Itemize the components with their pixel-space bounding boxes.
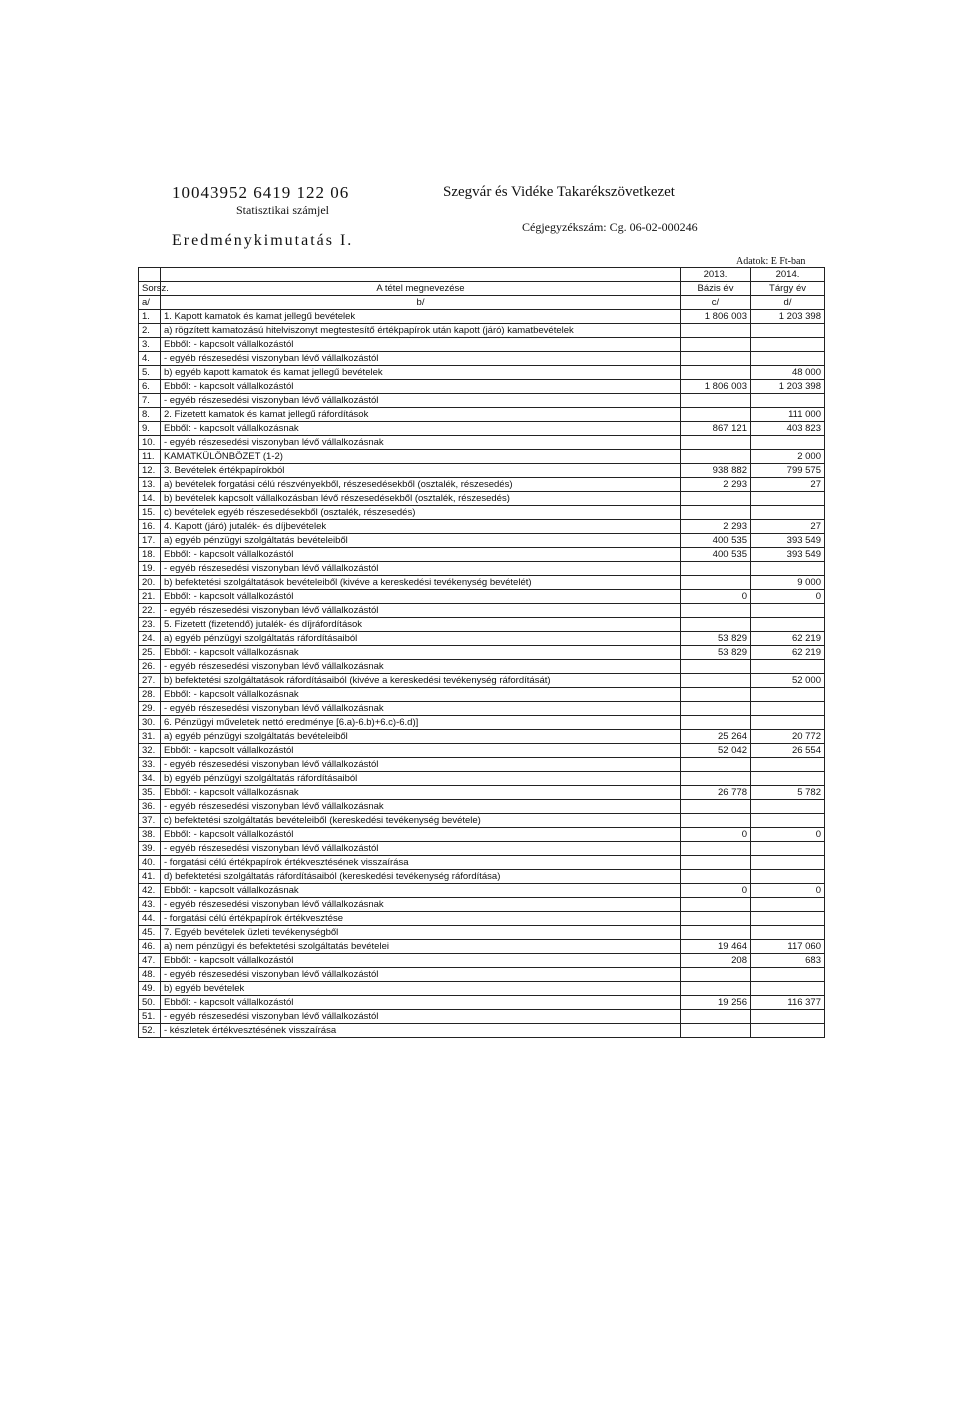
base-year-value: 400 535 xyxy=(681,548,751,562)
table-row xyxy=(139,422,825,436)
row-number: 5. xyxy=(139,366,161,380)
row-number: 35. xyxy=(139,786,161,800)
table-row xyxy=(139,800,825,814)
current-year-value xyxy=(751,1010,825,1024)
row-label: Ebből: - kapcsolt vállalkozástól xyxy=(161,954,681,968)
row-label: 5. Fizetett (fizetendő) jutalék- és díjráfordítások xyxy=(161,618,681,632)
row-number: 40. xyxy=(139,856,161,870)
row-label: Ebből: - kapcsolt vállalkozástól xyxy=(161,744,681,758)
table-row xyxy=(139,352,825,366)
row-label: Ebből: - kapcsolt vállalkozásnak xyxy=(161,786,681,800)
row-label: Ebből: - kapcsolt vállalkozásnak xyxy=(161,884,681,898)
base-year-label: Bázis év xyxy=(681,282,751,296)
sorsz-header: Sorsz. xyxy=(139,282,161,296)
current-year-value: 1 203 398 xyxy=(751,310,825,324)
table-row xyxy=(139,744,825,758)
row-label: - egyéb részesedési viszonyban lévő vállalkozástól xyxy=(161,842,681,856)
row-label: b) egyéb pénzügyi szolgáltatás ráfordításaiból xyxy=(161,772,681,786)
table-row xyxy=(139,408,825,422)
row-label: a) nem pénzügyi és befektetési szolgáltatás bevételei xyxy=(161,940,681,954)
row-number: 14. xyxy=(139,492,161,506)
row-number: 15. xyxy=(139,506,161,520)
row-number: 33. xyxy=(139,758,161,772)
row-label: c) befektetési szolgáltatás bevételeiből (kereskedési tevékenység bevétele) xyxy=(161,814,681,828)
table-row xyxy=(139,730,825,744)
row-number: 43. xyxy=(139,898,161,912)
base-year-value xyxy=(681,814,751,828)
table-row xyxy=(139,940,825,954)
current-year-value xyxy=(751,352,825,366)
base-year-value xyxy=(681,1024,751,1038)
current-year-value: 2 000 xyxy=(751,450,825,464)
row-label: a) rögzített kamatozású hitelviszonyt megtestesítő értékpapírok után kapott (járó) kamatbevételek xyxy=(161,324,681,338)
row-number: 1. xyxy=(139,310,161,324)
base-year-value xyxy=(681,758,751,772)
table-row xyxy=(139,506,825,520)
current-year-value: 27 xyxy=(751,520,825,534)
current-year-value xyxy=(751,324,825,338)
row-number: 6. xyxy=(139,380,161,394)
base-year-value xyxy=(681,870,751,884)
row-number: 23. xyxy=(139,618,161,632)
table-row xyxy=(139,464,825,478)
row-number: 28. xyxy=(139,688,161,702)
table-row xyxy=(139,912,825,926)
table-row xyxy=(139,702,825,716)
base-year-value xyxy=(681,394,751,408)
base-year-value xyxy=(681,506,751,520)
row-number: 7. xyxy=(139,394,161,408)
row-number: 36. xyxy=(139,800,161,814)
table-row xyxy=(139,814,825,828)
row-number: 38. xyxy=(139,828,161,842)
table-row xyxy=(139,548,825,562)
row-number: 16. xyxy=(139,520,161,534)
row-label: - egyéb részesedési viszonyban lévő vállalkozástól xyxy=(161,968,681,982)
current-year-value xyxy=(751,982,825,996)
table-row xyxy=(139,492,825,506)
statistical-code: 10043952 6419 122 06 xyxy=(172,183,350,202)
table-row xyxy=(139,828,825,842)
row-label: - egyéb részesedési viszonyban lévő vállalkozástól xyxy=(161,604,681,618)
table-row xyxy=(139,982,825,996)
table-row xyxy=(139,646,825,660)
current-year-value: 1 203 398 xyxy=(751,380,825,394)
row-number: 20. xyxy=(139,576,161,590)
table-row xyxy=(139,1010,825,1024)
row-label: - egyéb részesedési viszonyban lévő vállalkozásnak xyxy=(161,702,681,716)
table-row xyxy=(139,716,825,730)
base-year-value: 52 042 xyxy=(681,744,751,758)
base-year-value xyxy=(681,898,751,912)
base-year-value xyxy=(681,688,751,702)
row-label: Ebből: - kapcsolt vállalkozástól xyxy=(161,380,681,394)
table-row xyxy=(139,576,825,590)
row-label: - egyéb részesedési viszonyban lévő vállalkozásnak xyxy=(161,800,681,814)
base-year-value xyxy=(681,702,751,716)
row-label: - egyéb részesedési viszonyban lévő vállalkozástól xyxy=(161,394,681,408)
row-number: 47. xyxy=(139,954,161,968)
base-year-value: 25 264 xyxy=(681,730,751,744)
base-year-value xyxy=(681,324,751,338)
current-year-label: Tárgy év xyxy=(751,282,825,296)
current-year-value xyxy=(751,492,825,506)
current-year-value xyxy=(751,814,825,828)
table-row xyxy=(139,520,825,534)
header-row-years xyxy=(139,268,825,282)
base-year-value: 2 293 xyxy=(681,478,751,492)
current-year-value xyxy=(751,716,825,730)
base-year-value xyxy=(681,338,751,352)
base-year-value: 400 535 xyxy=(681,534,751,548)
base-year-value: 208 xyxy=(681,954,751,968)
table-row xyxy=(139,562,825,576)
base-year-value xyxy=(681,772,751,786)
base-year-value xyxy=(681,912,751,926)
row-label: 7. Egyéb bevételek üzleti tevékenységből xyxy=(161,926,681,940)
row-number: 3. xyxy=(139,338,161,352)
row-number: 26. xyxy=(139,660,161,674)
base-year-value xyxy=(681,856,751,870)
base-year-value xyxy=(681,618,751,632)
base-year-value: 26 778 xyxy=(681,786,751,800)
base-year-value xyxy=(681,660,751,674)
row-label: c) bevételek egyéb részesedésekből (osztalék, részesedés) xyxy=(161,506,681,520)
row-number: 9. xyxy=(139,422,161,436)
current-year-value xyxy=(751,772,825,786)
empty-cell xyxy=(139,268,161,282)
row-number: 10. xyxy=(139,436,161,450)
table-row xyxy=(139,968,825,982)
current-year-value xyxy=(751,506,825,520)
base-year-value xyxy=(681,716,751,730)
base-year-value: 53 829 xyxy=(681,646,751,660)
company-name: Szegvár és Vidéke Takarékszövetkezet xyxy=(443,184,675,200)
current-year-value: 403 823 xyxy=(751,422,825,436)
base-year-value xyxy=(681,366,751,380)
row-number: 11. xyxy=(139,450,161,464)
current-year-value xyxy=(751,562,825,576)
row-number: 52. xyxy=(139,1024,161,1038)
row-number: 42. xyxy=(139,884,161,898)
current-year-value xyxy=(751,702,825,716)
row-number: 13. xyxy=(139,478,161,492)
row-number: 45. xyxy=(139,926,161,940)
row-label: Ebből: - kapcsolt vállalkozástól xyxy=(161,828,681,842)
row-label: Ebből: - kapcsolt vállalkozástól xyxy=(161,590,681,604)
row-label: Ebből: - kapcsolt vállalkozástól xyxy=(161,548,681,562)
income-statement-table xyxy=(138,267,825,1038)
table-row xyxy=(139,478,825,492)
table-row xyxy=(139,954,825,968)
header-row-letters xyxy=(139,296,825,310)
base-year-value xyxy=(681,982,751,996)
row-number: 46. xyxy=(139,940,161,954)
current-year-header: 2014. xyxy=(751,268,825,282)
table-row xyxy=(139,338,825,352)
base-year-value: 938 882 xyxy=(681,464,751,478)
table-row xyxy=(139,786,825,800)
table-row xyxy=(139,688,825,702)
table-row xyxy=(139,898,825,912)
current-year-value: 393 549 xyxy=(751,534,825,548)
current-year-value xyxy=(751,604,825,618)
row-label: b) egyéb kapott kamatok és kamat jellegű bevételek xyxy=(161,366,681,380)
units-note: Adatok: E Ft-ban xyxy=(736,256,806,267)
table-row xyxy=(139,534,825,548)
base-year-value xyxy=(681,492,751,506)
row-number: 25. xyxy=(139,646,161,660)
table-row xyxy=(139,842,825,856)
current-year-value xyxy=(751,842,825,856)
row-number: 2. xyxy=(139,324,161,338)
base-year-value xyxy=(681,800,751,814)
row-label: Ebből: - kapcsolt vállalkozástól xyxy=(161,996,681,1010)
table-row xyxy=(139,674,825,688)
row-label: - készletek értékvesztésének visszaírása xyxy=(161,1024,681,1038)
row-label: b) befektetési szolgáltatások ráfordításaiból (kivéve a kereskedési tevékenység ráfordítását) xyxy=(161,674,681,688)
current-year-value xyxy=(751,926,825,940)
row-label: a) egyéb pénzügyi szolgáltatás bevételeiből xyxy=(161,534,681,548)
base-year-value: 19 464 xyxy=(681,940,751,954)
table-row xyxy=(139,758,825,772)
base-year-value xyxy=(681,436,751,450)
table-row xyxy=(139,870,825,884)
current-year-value: 5 782 xyxy=(751,786,825,800)
table-row xyxy=(139,926,825,940)
table-row xyxy=(139,450,825,464)
row-label: - egyéb részesedési viszonyban lévő vállalkozástól xyxy=(161,1010,681,1024)
current-year-value xyxy=(751,436,825,450)
current-year-value: 62 219 xyxy=(751,646,825,660)
base-year-value xyxy=(681,842,751,856)
row-number: 39. xyxy=(139,842,161,856)
table-row xyxy=(139,632,825,646)
current-year-value: 27 xyxy=(751,478,825,492)
row-label: - egyéb részesedési viszonyban lévő vállalkozásnak xyxy=(161,660,681,674)
row-number: 21. xyxy=(139,590,161,604)
current-year-value: 52 000 xyxy=(751,674,825,688)
table-row xyxy=(139,590,825,604)
row-number: 48. xyxy=(139,968,161,982)
row-number: 29. xyxy=(139,702,161,716)
row-label: Ebből: - kapcsolt vállalkozásnak xyxy=(161,688,681,702)
table-row xyxy=(139,772,825,786)
base-year-value: 53 829 xyxy=(681,632,751,646)
row-number: 44. xyxy=(139,912,161,926)
row-label: b) egyéb bevételek xyxy=(161,982,681,996)
base-year-value xyxy=(681,562,751,576)
row-label: Ebből: - kapcsolt vállalkozásnak xyxy=(161,422,681,436)
row-label: - egyéb részesedési viszonyban lévő vállalkozástól xyxy=(161,758,681,772)
row-label: 3. Bevételek értékpapírokból xyxy=(161,464,681,478)
row-label: 4. Kapott (járó) jutalék- és díjbevételek xyxy=(161,520,681,534)
current-year-value xyxy=(751,394,825,408)
current-year-value xyxy=(751,618,825,632)
table-row xyxy=(139,324,825,338)
table-row xyxy=(139,1024,825,1038)
table-row xyxy=(139,884,825,898)
current-year-value xyxy=(751,856,825,870)
current-year-value: 0 xyxy=(751,828,825,842)
current-year-value: 393 549 xyxy=(751,548,825,562)
row-label: - egyéb részesedési viszonyban lévő vállalkozásnak xyxy=(161,898,681,912)
row-label: - egyéb részesedési viszonyban lévő vállalkozástól xyxy=(161,562,681,576)
row-number: 27. xyxy=(139,674,161,688)
registration-number: Cégjegyzékszám: Cg. 06-02-000246 xyxy=(522,220,698,234)
current-year-value: 683 xyxy=(751,954,825,968)
current-year-value: 116 377 xyxy=(751,996,825,1010)
col-c-label: c/ xyxy=(681,296,751,310)
table-row xyxy=(139,366,825,380)
base-year-value: 0 xyxy=(681,884,751,898)
row-number: 30. xyxy=(139,716,161,730)
base-year-value xyxy=(681,968,751,982)
current-year-value xyxy=(751,338,825,352)
current-year-value xyxy=(751,758,825,772)
current-year-value: 26 554 xyxy=(751,744,825,758)
current-year-value xyxy=(751,870,825,884)
current-year-value: 111 000 xyxy=(751,408,825,422)
row-label: - egyéb részesedési viszonyban lévő vállalkozástól xyxy=(161,352,681,366)
row-label: - forgatási célú értékpapírok értékvesztésének visszaírása xyxy=(161,856,681,870)
row-label: KAMATKÜLÖNBÖZET (1-2) xyxy=(161,450,681,464)
row-label: a) bevételek forgatási célú részvényekből, részesedésekből (osztalék, részesedés) xyxy=(161,478,681,492)
row-number: 41. xyxy=(139,870,161,884)
base-year-value xyxy=(681,1010,751,1024)
row-label: a) egyéb pénzügyi szolgáltatás bevételeiből xyxy=(161,730,681,744)
base-year-value xyxy=(681,352,751,366)
row-label: 1. Kapott kamatok és kamat jellegű bevételek xyxy=(161,310,681,324)
base-year-value xyxy=(681,576,751,590)
base-year-value: 19 256 xyxy=(681,996,751,1010)
current-year-value: 20 772 xyxy=(751,730,825,744)
header-row-names xyxy=(139,282,825,296)
row-label: b) bevételek kapcsolt vállalkozásban lévő részesedésekből (osztalék, részesedés) xyxy=(161,492,681,506)
table-row xyxy=(139,618,825,632)
row-number: 12. xyxy=(139,464,161,478)
base-year-value xyxy=(681,450,751,464)
table-row xyxy=(139,394,825,408)
base-year-value xyxy=(681,408,751,422)
col-d-label: d/ xyxy=(751,296,825,310)
base-year-value: 2 293 xyxy=(681,520,751,534)
col-b-label: b/ xyxy=(161,296,681,310)
current-year-value: 0 xyxy=(751,590,825,604)
table-row xyxy=(139,996,825,1010)
table-row xyxy=(139,856,825,870)
row-number: 37. xyxy=(139,814,161,828)
current-year-value xyxy=(751,1024,825,1038)
current-year-value: 799 575 xyxy=(751,464,825,478)
current-year-value xyxy=(751,660,825,674)
row-number: 22. xyxy=(139,604,161,618)
empty-cell xyxy=(161,268,681,282)
base-year-value: 0 xyxy=(681,590,751,604)
table-row xyxy=(139,660,825,674)
current-year-value: 0 xyxy=(751,884,825,898)
base-year-value xyxy=(681,674,751,688)
base-year-value xyxy=(681,926,751,940)
row-number: 19. xyxy=(139,562,161,576)
current-year-value xyxy=(751,688,825,702)
row-number: 49. xyxy=(139,982,161,996)
current-year-value: 62 219 xyxy=(751,632,825,646)
row-label: Ebből: - kapcsolt vállalkozásnak xyxy=(161,646,681,660)
base-year-value: 0 xyxy=(681,828,751,842)
row-number: 31. xyxy=(139,730,161,744)
document-title: Eredménykimutatás I. xyxy=(172,232,354,249)
row-label: - egyéb részesedési viszonyban lévő vállalkozásnak xyxy=(161,436,681,450)
current-year-value xyxy=(751,800,825,814)
current-year-value: 9 000 xyxy=(751,576,825,590)
current-year-value xyxy=(751,968,825,982)
base-year-value xyxy=(681,604,751,618)
statistical-code-label: Statisztikai számjel xyxy=(236,203,329,217)
row-number: 34. xyxy=(139,772,161,786)
row-label: d) befektetési szolgáltatás ráfordításaiból (kereskedési tevékenység ráfordítása) xyxy=(161,870,681,884)
base-year-header: 2013. xyxy=(681,268,751,282)
row-label: 6. Pénzügyi műveletek nettó eredménye [6.a)-6.b)+6.c)-6.d)] xyxy=(161,716,681,730)
base-year-value: 867 121 xyxy=(681,422,751,436)
item-name-header: A tétel megnevezése xyxy=(161,282,681,296)
row-label: b) befektetési szolgáltatások bevételeiből (kivéve a kereskedési tevékenység bevételét) xyxy=(161,576,681,590)
row-number: 50. xyxy=(139,996,161,1010)
row-label: Ebből: - kapcsolt vállalkozástól xyxy=(161,338,681,352)
row-label: 2. Fizetett kamatok és kamat jellegű ráfordítások xyxy=(161,408,681,422)
row-number: 8. xyxy=(139,408,161,422)
row-number: 32. xyxy=(139,744,161,758)
row-label: - forgatási célú értékpapírok értékvesztése xyxy=(161,912,681,926)
row-number: 51. xyxy=(139,1010,161,1024)
row-number: 18. xyxy=(139,548,161,562)
current-year-value xyxy=(751,912,825,926)
table-row xyxy=(139,436,825,450)
table-row xyxy=(139,604,825,618)
row-number: 17. xyxy=(139,534,161,548)
table-row xyxy=(139,310,825,324)
row-number: 4. xyxy=(139,352,161,366)
row-label: a) egyéb pénzügyi szolgáltatás ráfordításaiból xyxy=(161,632,681,646)
current-year-value xyxy=(751,898,825,912)
base-year-value: 1 806 003 xyxy=(681,310,751,324)
base-year-value: 1 806 003 xyxy=(681,380,751,394)
table-row xyxy=(139,380,825,394)
col-a-label: a/ xyxy=(139,296,161,310)
row-number: 24. xyxy=(139,632,161,646)
current-year-value: 48 000 xyxy=(751,366,825,380)
current-year-value: 117 060 xyxy=(751,940,825,954)
